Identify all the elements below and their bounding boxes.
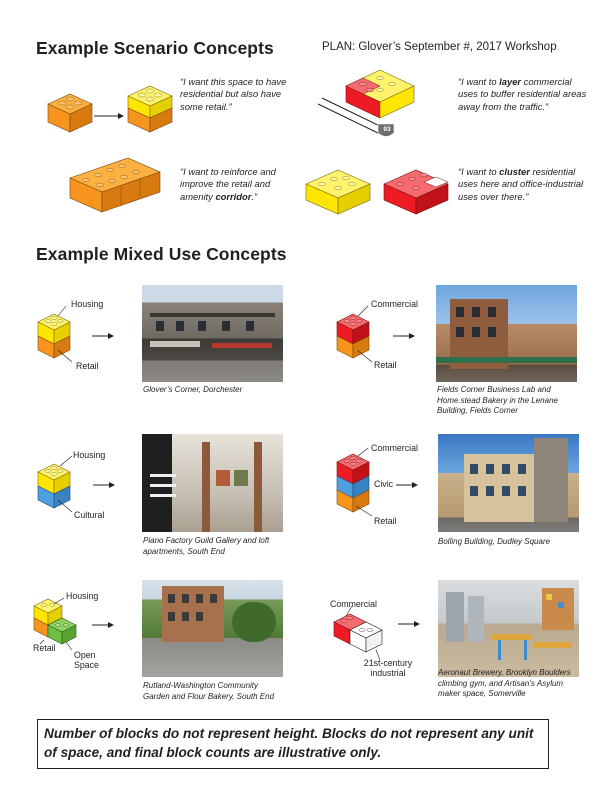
mixed-5-caption: Rutland-Washington Community Garden and Flour Bakery, South End — [143, 681, 275, 701]
layered-block-icon — [346, 70, 414, 118]
yellow-cluster-icon — [306, 170, 370, 214]
mixed-5-label-retail: Retail — [33, 643, 56, 653]
long-orange-block-icon — [70, 158, 160, 212]
section-title-scenarios: Example Scenario Concepts — [36, 38, 274, 58]
mixed-4-label-civic: Civic — [374, 479, 394, 489]
mixed-5-label-open-space: Open Space — [74, 650, 99, 670]
mixed-1-label-retail: Retail — [76, 361, 99, 371]
mixed-6-label-commercial: Commercial — [330, 599, 377, 609]
scenario-4-quote: “I want to cluster residential uses here and office-industrial uses over there.” — [458, 166, 584, 202]
mixed-2-caption: Fields Corner Business Lab and Home.stead Bakery in the Lenane Building, Fields Corner — [437, 385, 558, 415]
mixed-1-caption: Glover’s Corner, Dorchester — [143, 385, 243, 394]
scenario-2-quote: “I want to layer commercial uses to buffer residential areas away from the traffic.” — [458, 76, 587, 112]
mixed-4-label-commercial: Commercial — [371, 443, 418, 453]
photo-rutland-washington — [142, 580, 283, 677]
arrow-icon — [94, 113, 124, 119]
mixed-3-label-housing: Housing — [73, 450, 106, 460]
mixed-6-block-icon — [0, 0, 1, 1]
plan-subtitle: PLAN: Glover’s September #, 2017 Workshop — [322, 41, 557, 53]
orange-block-icon — [48, 94, 92, 132]
mixed-4-label-retail: Retail — [374, 516, 397, 526]
photo-piano-factory — [142, 434, 283, 532]
photo-glovers-corner — [142, 285, 283, 382]
section-title-mixed-use: Example Mixed Use Concepts — [36, 244, 287, 264]
mixed-2-label-retail: Retail — [374, 360, 397, 370]
mixed-1-label-housing: Housing — [71, 299, 104, 309]
mixed-5-label-housing: Housing — [66, 591, 99, 601]
photo-aeronaut-brewery — [438, 580, 579, 677]
red-cluster-icon — [384, 170, 448, 214]
footnote-box — [37, 719, 549, 769]
photo-bolling-building — [438, 434, 579, 532]
stacked-block-icon — [128, 86, 172, 132]
footnote-text: Number of blocks do not represent height. Blocks do not represent any unit of space, and final block counts are illustrative only. — [44, 726, 534, 760]
mixed-4-caption: Bolling Building, Dudley Square — [438, 537, 551, 546]
scenario-1-quote: “I want this space to have residential but also have some retail.” — [180, 76, 287, 112]
scenario-3-quote: “I want to reinforce and improve the retail and amenity corridor.” — [180, 166, 276, 202]
mixed-3-caption: Piano Factory Guild Gallery and loft apartments, South End — [143, 536, 270, 556]
mixed-6-label-industrial: 21st-century industrial — [363, 658, 413, 678]
photo-fields-corner — [436, 285, 577, 382]
interstate-shield-label: 93 — [383, 126, 391, 133]
mixed-3-label-cultural: Cultural — [74, 510, 105, 520]
mixed-2-label-commercial: Commercial — [371, 299, 418, 309]
mixed-6-caption: Aeronaut Brewery, Brooklyn Boulders climbing gym, and Artisan’s Asylum maker space, Somerville — [438, 668, 571, 698]
